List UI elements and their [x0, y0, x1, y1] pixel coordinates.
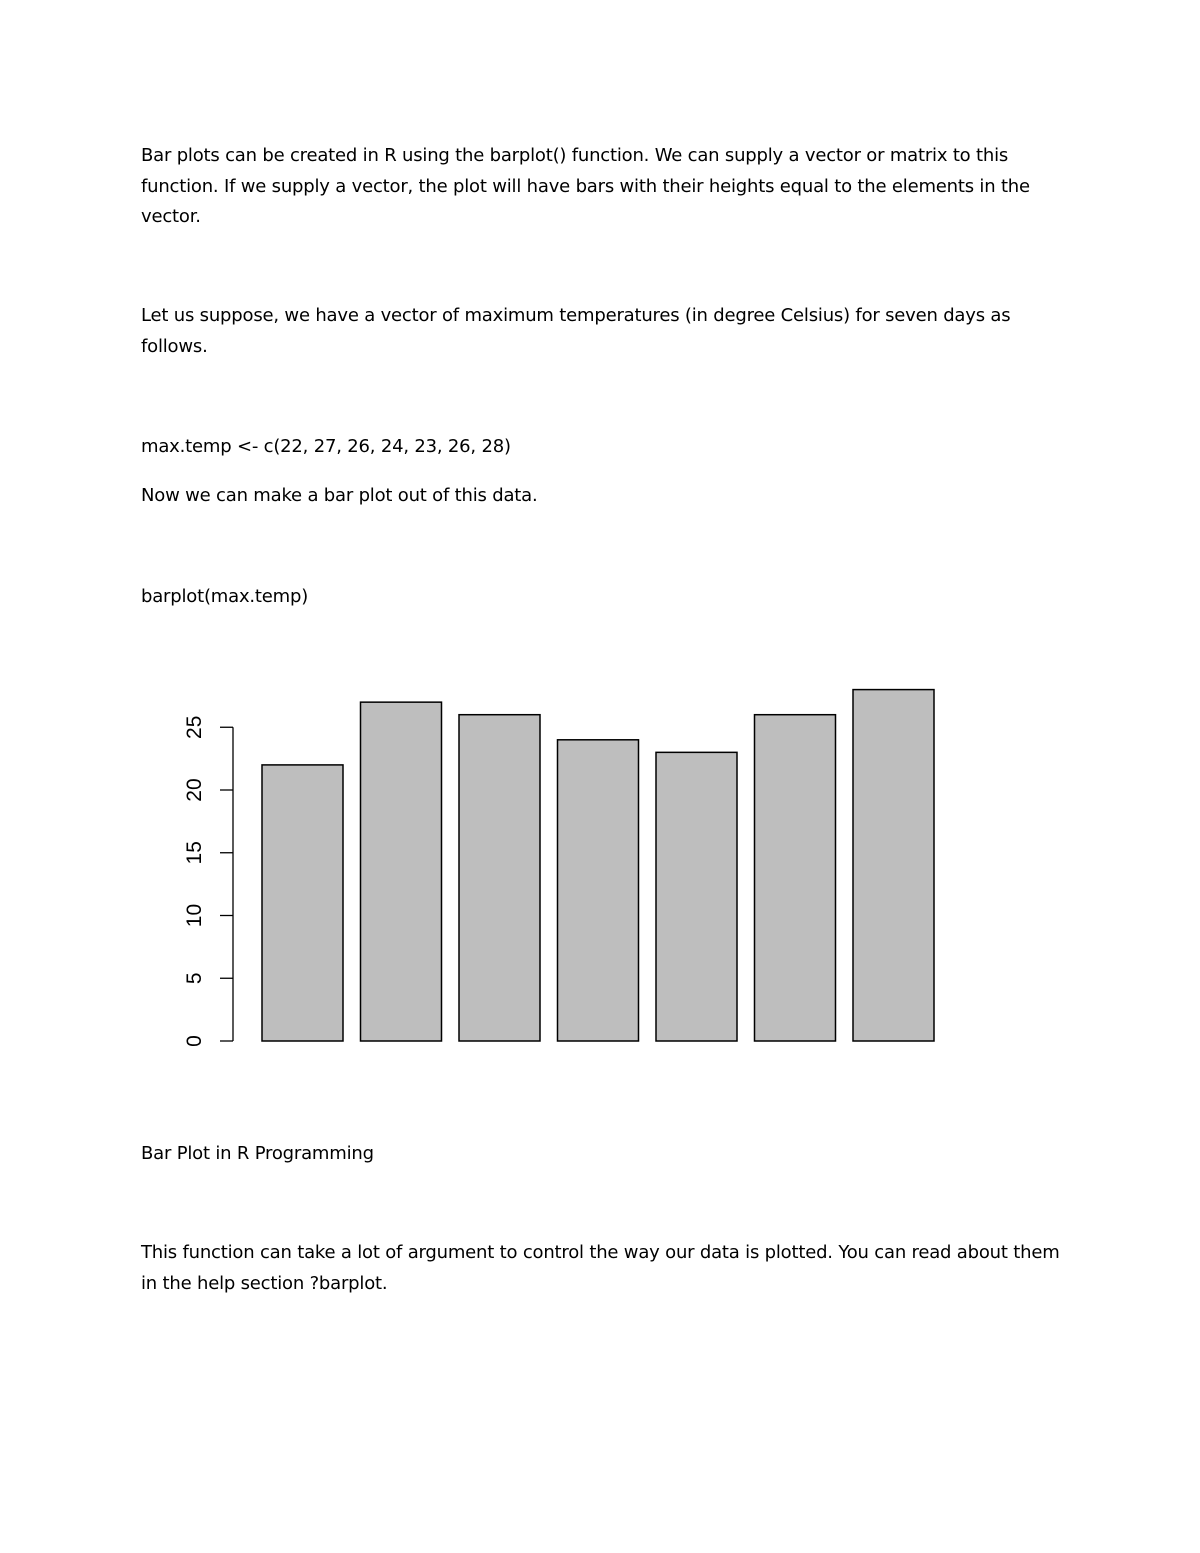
bar	[558, 740, 639, 1041]
bar	[853, 690, 934, 1041]
y-axis	[183, 716, 233, 1047]
y-tick-label: 5	[183, 972, 206, 985]
y-tick-label: 10	[183, 903, 206, 928]
make-plot-paragraph: Now we can make a bar plot out of this data.	[141, 485, 538, 506]
code-vector-line: max.temp <- c(22, 27, 26, 24, 23, 26, 28)	[141, 436, 511, 457]
bar	[755, 715, 836, 1041]
y-tick-label: 20	[183, 778, 206, 802]
bar	[656, 752, 737, 1041]
outro-paragraph: This function can take a lot of argument to control the way our data is plotted. You can read about them in the help section ?barplot.	[141, 1242, 1060, 1294]
intro-paragraph: Bar plots can be created in R using the barplot() function. We can supply a vector or matrix to this function. If we supply a vector, the plot will have bars with their heights equal to the elements in the vector.	[141, 145, 1030, 227]
bar	[262, 765, 343, 1041]
bars	[262, 690, 934, 1041]
chart-caption: Bar Plot in R Programming	[141, 1143, 374, 1164]
code-barplot-line: barplot(max.temp)	[141, 586, 309, 607]
y-tick-label: 25	[183, 715, 206, 739]
bar-chart	[150, 670, 960, 1070]
bar	[459, 715, 540, 1041]
suppose-paragraph: Let us suppose, we have a vector of maximum temperatures (in degree Celsius) for seven days as follows.	[141, 305, 1011, 357]
bar	[361, 702, 442, 1041]
y-tick-label: 15	[183, 841, 206, 865]
y-tick-label: 0	[183, 1035, 206, 1047]
